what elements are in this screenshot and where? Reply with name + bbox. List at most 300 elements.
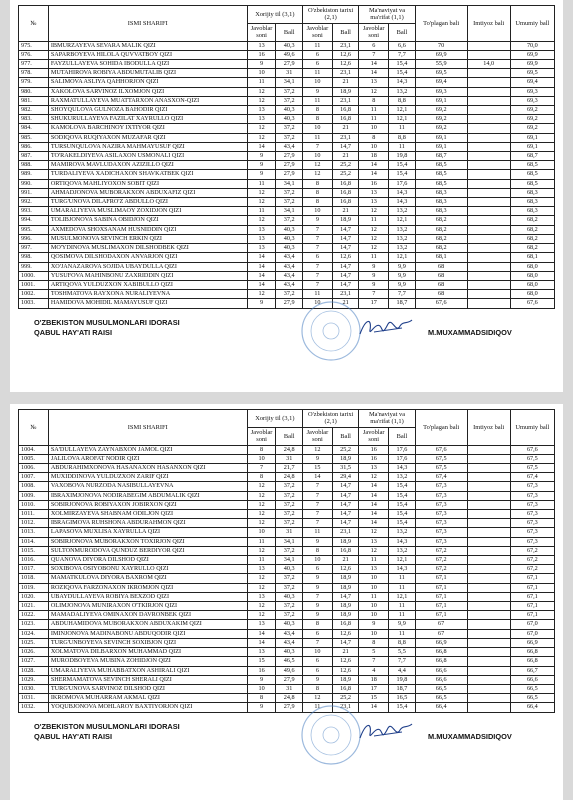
total-score: 67,1 <box>415 583 467 592</box>
table-row <box>19 253 555 262</box>
student-name: KAMOLOVA BARCHINOY IXTIYOR QIZI <box>48 124 247 133</box>
foreign-answers: 12 <box>247 500 276 509</box>
overall-score: 68,0 <box>510 262 554 271</box>
foreign-answers: 10 <box>247 69 276 78</box>
history-answers: 14 <box>302 473 332 482</box>
overall-score: 69,3 <box>510 87 554 96</box>
row-number: 1007. <box>19 473 49 482</box>
spiritual-answers: 14 <box>359 170 389 179</box>
spiritual-score: 13,2 <box>389 546 416 555</box>
row-number: 1011. <box>19 510 49 519</box>
overall-score: 69,9 <box>510 50 554 59</box>
total-score: 67,6 <box>415 299 467 308</box>
foreign-score: 43,4 <box>276 629 303 638</box>
spiritual-answers: 18 <box>359 675 389 684</box>
col-overall: Umumiy ball <box>510 410 554 446</box>
spiritual-answers: 12 <box>359 87 389 96</box>
foreign-answers: 13 <box>247 234 276 243</box>
history-score: 18,9 <box>332 583 359 592</box>
foreign-score: 40,3 <box>276 565 303 574</box>
privilege-score <box>467 179 510 188</box>
foreign-score: 46,5 <box>276 657 303 666</box>
student-name: TURG'UNOVA DILAFRO'Z ABDULLO QIZI <box>48 198 247 207</box>
foreign-answers: 12 <box>247 510 276 519</box>
total-score: 66,8 <box>415 657 467 666</box>
history-answers: 9 <box>302 454 332 463</box>
table-row <box>19 500 555 509</box>
privilege-score <box>467 519 510 528</box>
student-name: YUSUFOVA MAHINBONU ZAXRIDDIN QIZI <box>48 271 247 280</box>
overall-score: 68,7 <box>510 152 554 161</box>
foreign-score: 27,9 <box>276 299 303 308</box>
seal-stamp-icon <box>300 300 362 362</box>
total-score: 68 <box>415 290 467 299</box>
spiritual-score: 14,3 <box>389 565 416 574</box>
table-row <box>19 142 555 151</box>
history-answers: 12 <box>302 445 332 454</box>
row-number: 1020. <box>19 592 49 601</box>
foreign-answers: 14 <box>247 629 276 638</box>
total-score: 69,4 <box>415 78 467 87</box>
total-score: 67,3 <box>415 500 467 509</box>
history-score: 12,6 <box>332 629 359 638</box>
table-row <box>19 556 555 565</box>
foreign-score: 37,2 <box>276 290 303 299</box>
table-row <box>19 133 555 142</box>
overall-score: 67,3 <box>510 510 554 519</box>
row-number: 1028. <box>19 666 49 675</box>
col-history-score: Ball <box>332 427 359 445</box>
privilege-score <box>467 528 510 537</box>
history-answers: 11 <box>302 96 332 105</box>
spiritual-score: 11 <box>389 583 416 592</box>
table-row <box>19 170 555 179</box>
spiritual-answers: 10 <box>359 602 389 611</box>
row-number: 976. <box>19 50 49 59</box>
history-answers: 10 <box>302 78 332 87</box>
student-name: IMINJONOVA MADINABONU ABDUQODIR QIZI <box>48 629 247 638</box>
total-score: 67,1 <box>415 602 467 611</box>
foreign-answers: 12 <box>247 574 276 583</box>
spiritual-answers: 17 <box>359 299 389 308</box>
spiritual-score: 13,2 <box>389 473 416 482</box>
privilege-score <box>467 216 510 225</box>
spiritual-answers: 9 <box>359 280 389 289</box>
spiritual-score: 15,4 <box>389 170 416 179</box>
student-name: UMARALIYEVA MUSLIMAOY ZOXIDJON QIZI <box>48 207 247 216</box>
privilege-score <box>467 115 510 124</box>
row-number: 1030. <box>19 684 49 693</box>
student-name: TURSUNQULOVA NAZIRA MAHMAYUSUF QIZI <box>48 142 247 151</box>
results-page-1 <box>10 0 563 392</box>
spiritual-score: 9,9 <box>389 620 416 629</box>
overall-score: 67,2 <box>510 565 554 574</box>
spiritual-score: 13,2 <box>389 234 416 243</box>
overall-score: 66,6 <box>510 675 554 684</box>
history-score: 16,8 <box>332 198 359 207</box>
foreign-score: 27,9 <box>276 161 303 170</box>
spiritual-answers: 15 <box>359 694 389 703</box>
total-score: 68,3 <box>415 207 467 216</box>
row-number: 1022. <box>19 611 49 620</box>
history-answers: 7 <box>302 592 332 601</box>
row-number: 1002. <box>19 290 49 299</box>
row-number: 1019. <box>19 583 49 592</box>
privilege-score <box>467 142 510 151</box>
foreign-score: 40,3 <box>276 41 303 50</box>
overall-score: 69,1 <box>510 142 554 151</box>
spiritual-answers: 17 <box>359 684 389 693</box>
history-score: 16,8 <box>332 620 359 629</box>
row-number: 1015. <box>19 546 49 555</box>
foreign-score: 43,4 <box>276 142 303 151</box>
table-row <box>19 244 555 253</box>
history-answers: 9 <box>302 675 332 684</box>
student-name: MO'YDINOVA MUSLIMAXON DILSHODBEK QIZI <box>48 244 247 253</box>
foreign-score: 37,2 <box>276 216 303 225</box>
row-number: 988. <box>19 161 49 170</box>
total-score: 68 <box>415 271 467 280</box>
row-number: 989. <box>19 170 49 179</box>
history-score: 21 <box>332 648 359 657</box>
spiritual-answers: 8 <box>359 96 389 105</box>
spiritual-score: 14,3 <box>389 537 416 546</box>
privilege-score <box>467 574 510 583</box>
foreign-score: 43,4 <box>276 253 303 262</box>
history-score: 16,8 <box>332 106 359 115</box>
overall-score: 67,2 <box>510 556 554 565</box>
row-number: 1032. <box>19 703 49 712</box>
student-name: SODIQOVA RUQIYAXON MUZAFAR QIZI <box>48 133 247 142</box>
spiritual-answers: 14 <box>359 482 389 491</box>
overall-score: 66,8 <box>510 657 554 666</box>
spiritual-score: 17,6 <box>389 454 416 463</box>
table-row <box>19 115 555 124</box>
total-score: 68,5 <box>415 179 467 188</box>
col-history: O'zbekiston tarixi (2,1) <box>302 6 358 24</box>
student-name: SHOYQULOVA GULNOZA BAHODIR QIZI <box>48 106 247 115</box>
spiritual-score: 13,2 <box>389 244 416 253</box>
foreign-answers: 14 <box>247 271 276 280</box>
foreign-score: 49,6 <box>276 50 303 59</box>
history-score: 14,7 <box>332 142 359 151</box>
student-name: SULTONMURODOVA QUNDUZ BERDIYOR QIZI <box>48 546 247 555</box>
results-body-2 <box>19 445 555 712</box>
foreign-score: 37,2 <box>276 500 303 509</box>
row-number: 1029. <box>19 675 49 684</box>
foreign-score: 37,2 <box>276 96 303 105</box>
table-row <box>19 629 555 638</box>
student-name: SOXIBOVA OSIYOBONU XAYRULLO QIZI <box>48 565 247 574</box>
foreign-answers: 12 <box>247 198 276 207</box>
foreign-answers: 12 <box>247 188 276 197</box>
spiritual-answers: 11 <box>359 106 389 115</box>
total-score: 68,2 <box>415 216 467 225</box>
spiritual-answers: 14 <box>359 500 389 509</box>
total-score: 67,3 <box>415 537 467 546</box>
col-total: To'plagan bali <box>415 410 467 446</box>
col-history-answers: Javoblar soni <box>302 427 332 445</box>
row-number: 982. <box>19 106 49 115</box>
student-name: HAMIDOVA MOHIDIL MAMAYUSUF QIZI <box>48 299 247 308</box>
spiritual-answers: 14 <box>359 519 389 528</box>
foreign-answers: 14 <box>247 280 276 289</box>
student-name: SA'DULLAYEVA ZAYNABXON JAMOL QIZI <box>48 445 247 454</box>
history-score: 25,2 <box>332 161 359 170</box>
privilege-score <box>467 565 510 574</box>
table-row <box>19 106 555 115</box>
history-score: 12,6 <box>332 565 359 574</box>
overall-score: 67,0 <box>510 629 554 638</box>
row-number: 1018. <box>19 574 49 583</box>
foreign-answers: 12 <box>247 611 276 620</box>
table-row <box>19 510 555 519</box>
overall-score: 68,0 <box>510 290 554 299</box>
history-score: 14,7 <box>332 519 359 528</box>
student-name: TURG'UNOVA SARVINOZ DILSHOD QIZI <box>48 684 247 693</box>
overall-score: 68,3 <box>510 198 554 207</box>
spiritual-score: 15,4 <box>389 491 416 500</box>
table-row <box>19 96 555 105</box>
history-score: 16,8 <box>332 188 359 197</box>
col-spiritual: Ma'naviyat va ma'rifat (1,1) <box>359 6 415 24</box>
total-score: 70 <box>415 41 467 50</box>
table-row <box>19 78 555 87</box>
history-score: 14,7 <box>332 262 359 271</box>
foreign-answers: 11 <box>247 78 276 87</box>
foreign-score: 43,4 <box>276 280 303 289</box>
history-score: 21 <box>332 124 359 133</box>
foreign-answers: 13 <box>247 592 276 601</box>
privilege-score <box>467 188 510 197</box>
history-score: 14,7 <box>332 491 359 500</box>
history-answers: 7 <box>302 262 332 271</box>
spiritual-score: 14,3 <box>389 198 416 207</box>
foreign-answers: 11 <box>247 556 276 565</box>
foreign-score: 49,6 <box>276 666 303 675</box>
privilege-score <box>467 78 510 87</box>
table-row <box>19 482 555 491</box>
total-score: 67,3 <box>415 510 467 519</box>
table-row <box>19 574 555 583</box>
history-answers: 12 <box>302 694 332 703</box>
total-score: 69,2 <box>415 124 467 133</box>
organization-name: O'ZBEKISTON MUSULMONLARI IDORASI <box>34 317 180 327</box>
foreign-score: 37,2 <box>276 546 303 555</box>
history-answers: 8 <box>302 620 332 629</box>
table-row <box>19 262 555 271</box>
privilege-score <box>467 611 510 620</box>
spiritual-answers: 10 <box>359 124 389 133</box>
table-row <box>19 290 555 299</box>
privilege-score <box>467 41 510 50</box>
spiritual-answers: 14 <box>359 491 389 500</box>
overall-score: 67,5 <box>510 454 554 463</box>
foreign-score: 37,2 <box>276 602 303 611</box>
spiritual-answers: 12 <box>359 528 389 537</box>
privilege-score <box>467 69 510 78</box>
row-number: 1001. <box>19 280 49 289</box>
foreign-score: 31 <box>276 528 303 537</box>
foreign-answers: 12 <box>247 519 276 528</box>
spiritual-score: 13,2 <box>389 207 416 216</box>
spiritual-answers: 12 <box>359 244 389 253</box>
privilege-score <box>467 657 510 666</box>
privilege-score <box>467 703 510 712</box>
foreign-score: 40,3 <box>276 592 303 601</box>
table-row <box>19 657 555 666</box>
foreign-answers: 9 <box>247 152 276 161</box>
col-foreign: Xorijiy til (3,1) <box>247 410 302 428</box>
history-answers: 6 <box>302 253 332 262</box>
history-score: 14,7 <box>332 638 359 647</box>
spiritual-score: 11 <box>389 124 416 133</box>
foreign-score: 31 <box>276 69 303 78</box>
signer-title: QABUL HAY'ATI RAISI <box>34 731 112 741</box>
col-privilege: Imtiyoz bali <box>467 6 510 42</box>
foreign-score: 37,2 <box>276 611 303 620</box>
signer-title: QABUL HAY'ATI RAISI <box>34 327 112 337</box>
foreign-answers: 10 <box>247 684 276 693</box>
col-spiritual-score: Ball <box>389 427 416 445</box>
total-score: 66,6 <box>415 675 467 684</box>
overall-score: 67,3 <box>510 519 554 528</box>
col-foreign-answers: Javoblar soni <box>247 427 276 445</box>
privilege-score <box>467 207 510 216</box>
history-answers: 10 <box>302 556 332 565</box>
history-answers: 7 <box>302 280 332 289</box>
student-name: IKROMOVA MUHARRAM AKMAL QIZI <box>48 694 247 703</box>
history-answers: 7 <box>302 519 332 528</box>
spiritual-score: 11 <box>389 611 416 620</box>
row-number: 1026. <box>19 648 49 657</box>
table-row <box>19 464 555 473</box>
table-row <box>19 638 555 647</box>
foreign-answers: 14 <box>247 142 276 151</box>
results-page-2 <box>10 404 563 800</box>
history-score: 18,9 <box>332 574 359 583</box>
results-body-1 <box>19 41 555 308</box>
table-row <box>19 546 555 555</box>
overall-score: 67,3 <box>510 482 554 491</box>
total-score: 68,5 <box>415 170 467 179</box>
spiritual-answers: 11 <box>359 253 389 262</box>
table-row <box>19 50 555 59</box>
history-score: 25,2 <box>332 445 359 454</box>
col-privilege: Imtiyoz bali <box>467 410 510 446</box>
total-score: 67,3 <box>415 528 467 537</box>
row-number: 979. <box>19 78 49 87</box>
spiritual-score: 12,1 <box>389 106 416 115</box>
spiritual-score: 13,2 <box>389 225 416 234</box>
privilege-score <box>467 87 510 96</box>
spiritual-answers: 8 <box>359 133 389 142</box>
foreign-score: 34,1 <box>276 78 303 87</box>
foreign-answers: 9 <box>247 170 276 179</box>
foreign-score: 24,8 <box>276 445 303 454</box>
spiritual-score: 5,5 <box>389 648 416 657</box>
privilege-score <box>467 280 510 289</box>
student-name: UMARALIYEVA MUHABBATXON ASHIRALI QIZI <box>48 666 247 675</box>
overall-score: 67,6 <box>510 299 554 308</box>
overall-score: 66,7 <box>510 666 554 675</box>
overall-score: 67,1 <box>510 611 554 620</box>
history-score: 14,7 <box>332 510 359 519</box>
spiritual-score: 15,4 <box>389 69 416 78</box>
overall-score: 69,9 <box>510 60 554 69</box>
history-score: 18,9 <box>332 454 359 463</box>
col-history-score: Ball <box>332 23 359 41</box>
history-answers: 7 <box>302 500 332 509</box>
history-score: 23,1 <box>332 41 359 50</box>
overall-score: 67,1 <box>510 602 554 611</box>
total-score: 69,3 <box>415 87 467 96</box>
history-answers: 7 <box>302 234 332 243</box>
table-row <box>19 611 555 620</box>
total-score: 69,9 <box>415 50 467 59</box>
foreign-score: 43,4 <box>276 262 303 271</box>
privilege-score <box>467 491 510 500</box>
spiritual-answers: 13 <box>359 565 389 574</box>
history-answers: 10 <box>302 152 332 161</box>
foreign-answers: 10 <box>247 454 276 463</box>
row-number: 975. <box>19 41 49 50</box>
student-name: LAPASOVA MUXLISA XAYRULLA QIZI <box>48 528 247 537</box>
student-name: SHUKURULLAYEVA FAZILAT XAYRULLO QIZI <box>48 115 247 124</box>
spiritual-score: 15,4 <box>389 60 416 69</box>
student-name: MAMATKULOVA DIYORA BAXROM QIZI <box>48 574 247 583</box>
history-answers: 11 <box>302 528 332 537</box>
foreign-answers: 8 <box>247 694 276 703</box>
row-number: 1016. <box>19 556 49 565</box>
history-answers: 9 <box>302 574 332 583</box>
privilege-score <box>467 638 510 647</box>
spiritual-answers: 13 <box>359 537 389 546</box>
student-name: MUXIDDINOVA YULDUZXON ZARIF QIZI <box>48 473 247 482</box>
history-score: 18,9 <box>332 611 359 620</box>
history-answers: 8 <box>302 198 332 207</box>
student-name: ROZIQOVA FARZONAXON IKROMJON QIZI <box>48 583 247 592</box>
history-score: 21 <box>332 78 359 87</box>
spiritual-score: 18,7 <box>389 684 416 693</box>
student-name: QUANOVA DIYORA DILSHOD QIZI <box>48 556 247 565</box>
row-number: 986. <box>19 142 49 151</box>
total-score: 66,6 <box>415 666 467 675</box>
history-score: 12,6 <box>332 657 359 666</box>
table-row <box>19 537 555 546</box>
total-score: 69,2 <box>415 106 467 115</box>
total-score: 67 <box>415 620 467 629</box>
row-number: 995. <box>19 225 49 234</box>
student-name: QOSIMOVA DILSHODAXON ANVARJON QIZI <box>48 253 247 262</box>
student-name: SOBIRJONOVA MUBORAKXON TOXIRJON QIZI <box>48 537 247 546</box>
row-number: 985. <box>19 133 49 142</box>
total-score: 68,7 <box>415 152 467 161</box>
spiritual-answers: 4 <box>359 666 389 675</box>
spiritual-score: 6,6 <box>389 41 416 50</box>
total-score: 68,3 <box>415 198 467 207</box>
history-answers: 6 <box>302 657 332 666</box>
spiritual-answers: 7 <box>359 290 389 299</box>
overall-score: 69,2 <box>510 124 554 133</box>
foreign-answers: 13 <box>247 565 276 574</box>
overall-score: 68,3 <box>510 207 554 216</box>
row-number: 1025. <box>19 638 49 647</box>
foreign-score: 40,3 <box>276 225 303 234</box>
col-name: ISMI SHARIFI <box>48 6 247 42</box>
results-table-2 <box>18 409 555 713</box>
total-score: 68,3 <box>415 188 467 197</box>
